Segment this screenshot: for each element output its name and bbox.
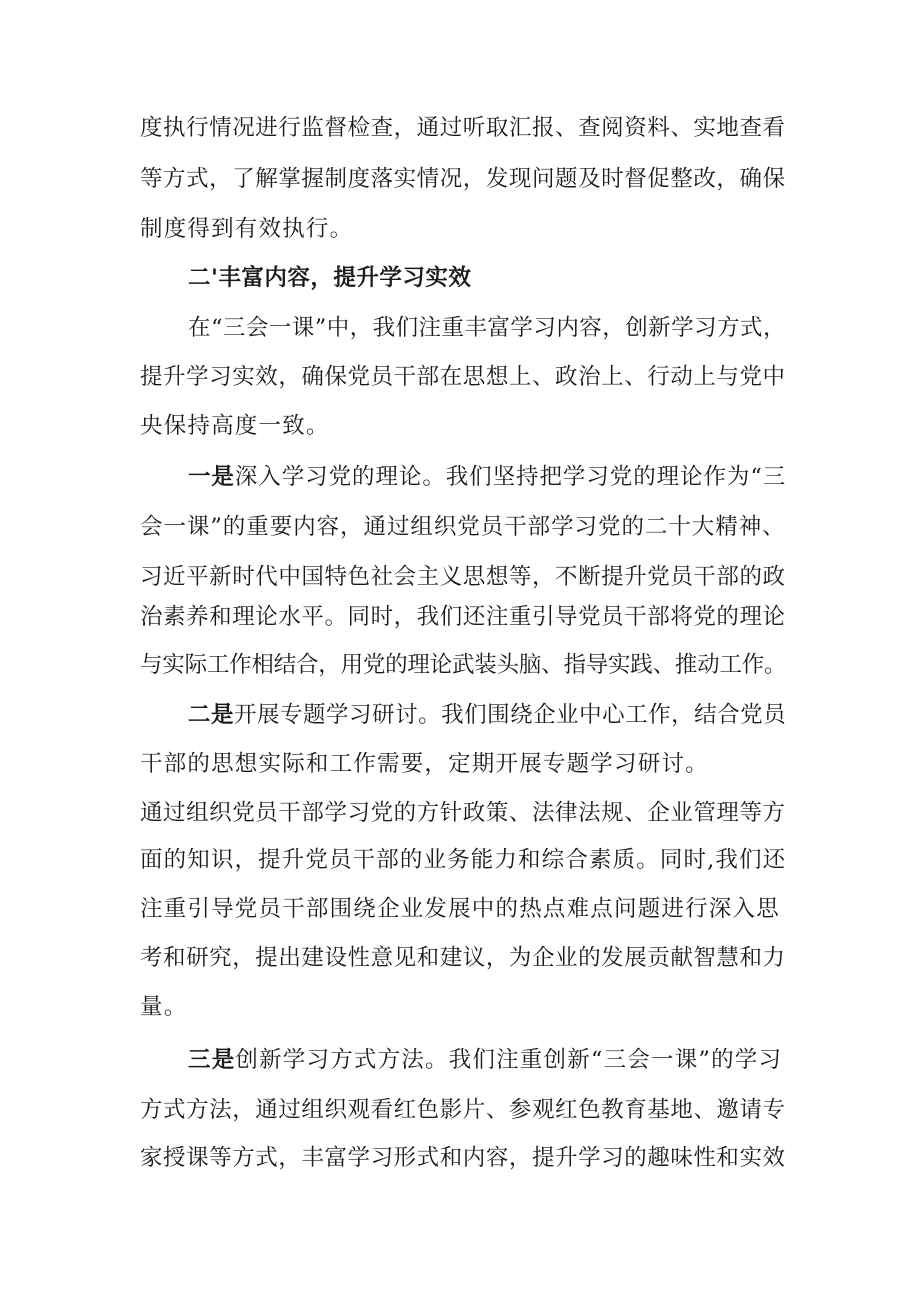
body-line: 提升学习实效，确保党员干部在思想上、政治上、行动上与党中 xyxy=(140,364,786,390)
body-line: 量。 xyxy=(140,994,188,1020)
paragraph-third xyxy=(188,1045,782,1075)
body-line: 考和研究，提出建设性意见和建议，为企业的发展贡献智慧和力 xyxy=(140,945,786,971)
body-line: 方式方法，通过组织观看红色影片、参观红色教育基地、邀请专 xyxy=(140,1097,786,1123)
body-line: 会一课”的重要内容，通过组织党员干部学习党的二十大精神、 xyxy=(140,514,786,540)
paragraph-second xyxy=(188,700,786,730)
body-text: 开展专题学习研讨。我们围绕企业中心工作，结合党员 xyxy=(234,702,787,728)
body-line: 在“三会一课”中，我们注重丰富学习内容，创新学习方式， xyxy=(188,315,786,341)
body-line: 等方式，了解掌握制度落实情况，发现问题及时督促整改，确保 xyxy=(140,166,786,192)
lead-second: 二是 xyxy=(188,702,235,728)
body-line: 央保持高度一致。 xyxy=(140,413,330,439)
lead-third: 三是 xyxy=(188,1047,236,1073)
section-heading: 二'丰富内容，提升学习实效 xyxy=(188,265,472,291)
body-line: 度执行情况进行监督检查，通过听取汇报、查阅资料、实地查看 xyxy=(140,115,786,141)
body-line: 制度得到有效执行。 xyxy=(140,216,354,242)
body-line: 通过组织党员干部学习党的方针政策、法律法规、企业管理等方 xyxy=(140,800,786,826)
body-line: 面的知识，提升党员干部的业务能力和综合素质。同时,我们还 xyxy=(140,847,787,873)
body-line: 治素养和理论水平。同时，我们还注重引导党员干部将党的理论 xyxy=(140,604,786,630)
body-line: 干部的思想实际和工作需要，定期开展专题学习研讨。 xyxy=(140,751,709,777)
body-line: 注重引导党员干部围绕企业发展中的热点难点问题进行深入思 xyxy=(140,896,780,922)
body-text: 深入学习党的理论。我们坚持把学习党的理论作为“三 xyxy=(234,464,787,490)
paragraph-first xyxy=(188,462,786,492)
body-text: 创新学习方式方法。我们注重创新“三会一课”的学习 xyxy=(235,1047,783,1073)
body-line: 家授课等方式，丰富学习形式和内容，提升学习的趣味性和实效 xyxy=(140,1145,786,1171)
body-line: 与实际工作相结合，用党的理论武装头脑、指导实践、推动工作。 xyxy=(140,652,787,678)
lead-first: 一是 xyxy=(188,464,235,490)
body-line: 习近平新时代中国特色社会主义思想等，不断提升党员干部的政 xyxy=(140,564,786,590)
